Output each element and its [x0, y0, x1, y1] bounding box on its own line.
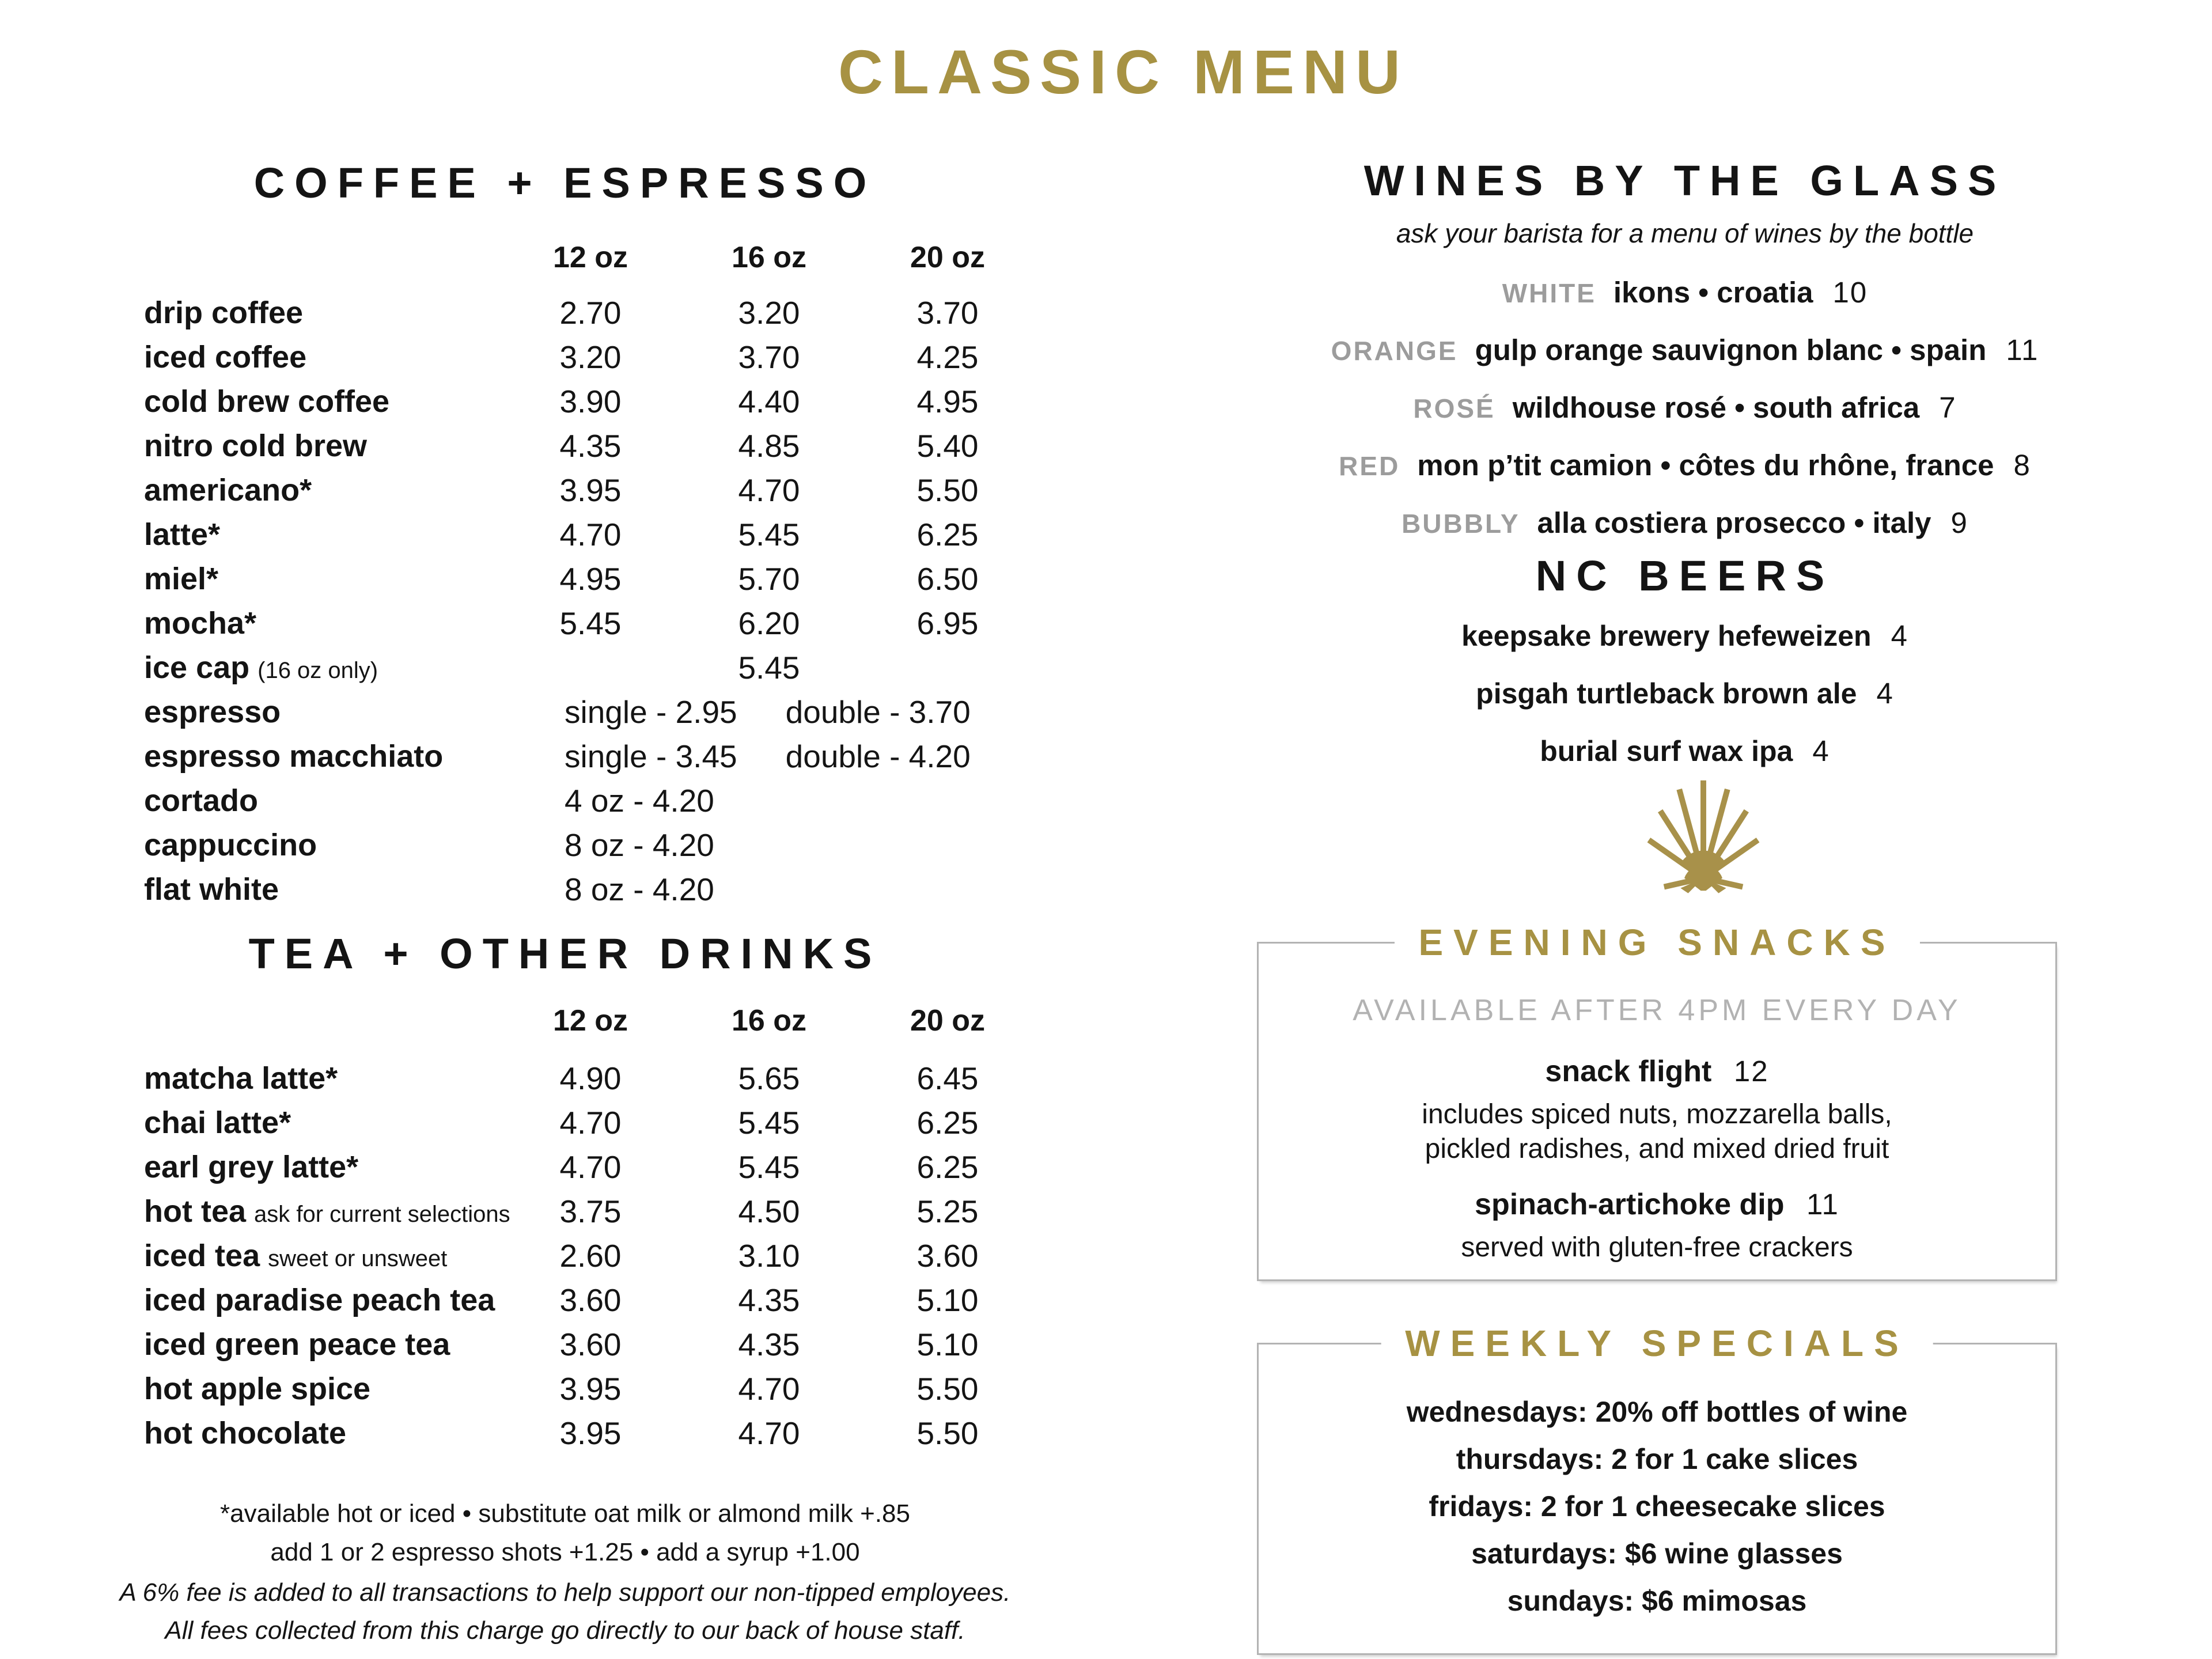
item-name: chai latte* [144, 1105, 291, 1140]
item-size-prices [501, 871, 1037, 908]
spacer [144, 236, 501, 279]
item-size-prices [501, 738, 1037, 775]
item-name: nitro cold brew [144, 428, 368, 463]
menu-item-row [144, 734, 1043, 778]
weekly-specials-box [1257, 1323, 2057, 1655]
size-header-12oz: 12 oz [552, 241, 628, 274]
coffee-size-header-row [144, 236, 1043, 279]
item-price: 4.95 [916, 383, 979, 419]
beer-name: keepsake brewery hefeweizen [1461, 620, 1872, 652]
item-size-prices [501, 694, 1037, 730]
snack-item-title [1259, 1186, 2055, 1230]
menu-item-row [144, 1145, 1043, 1189]
beer-price: 4 [1812, 734, 1830, 767]
wine-name: gulp orange sauvignon blanc • spain [1475, 334, 1987, 366]
item-price: 3.60 [916, 1237, 979, 1274]
item-note: ask for current selections [254, 1201, 510, 1227]
page-title: CLASSIC MENU [838, 37, 1409, 107]
item-name: hot apple spice [144, 1371, 371, 1406]
item-price: 6.25 [916, 1104, 979, 1141]
weekly-specials-list [1259, 1344, 2055, 1624]
size-header-20oz: 20 oz [910, 1004, 986, 1037]
item-size-price: double - 4.20 [785, 738, 971, 774]
snack-name: spinach-artichoke dip [1475, 1188, 1785, 1221]
item-price: 3.75 [559, 1193, 622, 1229]
item-name: iced coffee [144, 339, 307, 374]
item-price: 3.95 [559, 472, 622, 508]
tea-items-list [144, 1056, 1043, 1455]
item-price: 4.70 [559, 516, 622, 552]
menu-item-row [144, 556, 1043, 601]
item-price: 6.45 [916, 1060, 979, 1096]
item-price: 5.45 [738, 516, 800, 552]
evening-snacks-heading: EVENING SNACKS [1394, 916, 1919, 969]
wine-category-label: ROSÉ [1413, 393, 1495, 423]
item-price: 5.50 [916, 1370, 979, 1407]
snack-price: 11 [1806, 1188, 1839, 1221]
item-name: hot chocolate [144, 1415, 347, 1450]
item-name: iced paradise peach tea [144, 1282, 495, 1317]
menu-item-row [144, 690, 1043, 734]
weekly-special-line: sundays: $6 mimosas [1507, 1585, 1807, 1617]
item-note: sweet or unsweet [268, 1245, 448, 1271]
item-size-price: single - 3.45 [565, 738, 737, 774]
footnote-line: *available hot or iced • substitute oat milk or almond milk +.85 [220, 1499, 910, 1528]
menu-item-row [144, 778, 1043, 823]
item-price: 4.95 [559, 560, 622, 597]
item-price: 5.45 [738, 1104, 800, 1141]
menu-item-row [144, 335, 1043, 379]
starburst-fan-icon [1631, 769, 1775, 896]
menu-item-row [144, 512, 1043, 556]
menu-item-row [144, 601, 1043, 645]
beer-list-item [1244, 611, 2126, 668]
wine-price: 10 [1832, 276, 1868, 309]
menu-item-row [144, 1278, 1043, 1322]
item-price: 3.90 [559, 383, 622, 419]
item-price: 4.70 [559, 1149, 622, 1185]
item-price: 2.60 [559, 1237, 622, 1274]
beer-list [1244, 611, 2126, 783]
item-size-price: 8 oz - 4.20 [565, 827, 714, 863]
weekly-special-line: wednesdays: 20% off bottles of wine [1406, 1396, 1908, 1428]
menu-item-row [144, 379, 1043, 423]
item-price: 5.10 [916, 1282, 979, 1318]
wine-price: 7 [1939, 391, 1957, 424]
menu-item-row [144, 468, 1043, 512]
item-name: mocha* [144, 605, 257, 641]
size-header-16oz: 16 oz [731, 241, 807, 274]
item-name: hot tea ask for current selections [144, 1194, 510, 1229]
snack-description: pickled radishes, and mixed dried fruit [1425, 1134, 1889, 1164]
wine-price: 9 [1950, 506, 1968, 539]
menu-item-row [144, 1411, 1043, 1455]
tea-size-header-row [144, 999, 1043, 1042]
beer-name: pisgah turtleback brown ale [1476, 677, 1857, 710]
menu-item-row [144, 1100, 1043, 1145]
item-price: 4.70 [559, 1104, 622, 1141]
item-price: 5.45 [738, 1149, 800, 1185]
wine-name: ikons • croatia [1613, 276, 1813, 309]
item-size-prices [501, 827, 1037, 863]
item-name: latte* [144, 517, 221, 552]
item-price: 3.70 [916, 294, 979, 331]
item-price: 6.25 [916, 516, 979, 552]
item-name: americano* [144, 472, 312, 507]
menu-item-row [144, 423, 1043, 468]
item-price: 4.70 [738, 472, 800, 508]
item-size-price: double - 3.70 [785, 694, 971, 730]
item-size-price: 4 oz - 4.20 [565, 782, 714, 819]
item-price: 5.70 [738, 560, 800, 597]
weekly-special-line: thursdays: 2 for 1 cake slices [1456, 1443, 1858, 1475]
spacer [144, 999, 501, 1042]
item-price: 4.70 [738, 1370, 800, 1407]
wine-price: 8 [2013, 449, 2031, 482]
item-price: 4.40 [738, 383, 800, 419]
size-header-20oz: 20 oz [910, 241, 986, 274]
item-price: 5.45 [738, 649, 800, 685]
menu-item-row [144, 1056, 1043, 1100]
wine-list-item [1244, 325, 2126, 382]
wine-price: 11 [2006, 334, 2039, 366]
fee-note-line: A 6% fee is added to all transactions to help support our non-tipped employees. [119, 1578, 1011, 1607]
item-price: 4.50 [738, 1193, 800, 1229]
item-price: 4.25 [916, 339, 979, 375]
item-name: iced tea sweet or unsweet [144, 1238, 448, 1273]
beer-name: burial surf wax ipa [1540, 735, 1793, 767]
item-name: earl grey latte* [144, 1149, 359, 1184]
item-price: 3.20 [738, 294, 800, 331]
item-price: 5.45 [559, 605, 622, 641]
item-name: espresso macchiato [144, 738, 444, 774]
wine-list-item [1244, 267, 2126, 325]
item-price: 5.10 [916, 1326, 979, 1362]
item-price: 6.20 [738, 605, 800, 641]
beer-list-item [1244, 668, 2126, 726]
item-price: 3.20 [559, 339, 622, 375]
snack-name: snack flight [1545, 1055, 1712, 1088]
item-price: 2.70 [559, 294, 622, 331]
snack-description: includes spiced nuts, mozzarella balls, [1422, 1099, 1892, 1130]
item-price: 5.65 [738, 1060, 800, 1096]
item-note: (16 oz only) [257, 657, 378, 683]
wine-category-label: BUBBLY [1402, 509, 1520, 539]
wine-category-label: ORANGE [1331, 336, 1458, 366]
item-price: 3.95 [559, 1370, 622, 1407]
item-name: cappuccino [144, 827, 317, 862]
wine-list-item [1244, 382, 2126, 440]
item-name: cortado [144, 783, 259, 818]
menu-item-row [144, 823, 1043, 867]
menu-item-row [144, 645, 1043, 690]
item-name: matcha latte* [144, 1060, 338, 1096]
footnote-line: add 1 or 2 espresso shots +1.25 • add a syrup +1.00 [270, 1538, 860, 1566]
wine-list [1244, 267, 2126, 555]
item-price: 5.40 [916, 427, 979, 464]
item-size-prices [501, 782, 1037, 819]
item-price: 4.85 [738, 427, 800, 464]
wine-category-label: WHITE [1502, 278, 1596, 308]
item-price: 6.95 [916, 605, 979, 641]
menu-item-row [144, 1366, 1043, 1411]
item-name: flat white [144, 872, 279, 907]
item-price: 4.90 [559, 1060, 622, 1096]
menu-item-row [144, 1322, 1043, 1366]
item-price: 5.50 [916, 1415, 979, 1451]
wine-list-item [1244, 440, 2126, 498]
item-price: 4.70 [738, 1415, 800, 1451]
item-price: 5.25 [916, 1193, 979, 1229]
item-name: iced green peace tea [144, 1327, 450, 1362]
wine-category-label: RED [1339, 451, 1400, 481]
item-price: 3.95 [559, 1415, 622, 1451]
item-size-price: 8 oz - 4.20 [565, 871, 714, 907]
item-price: 4.35 [559, 427, 622, 464]
fee-note-line: All fees collected from this charge go directly to our back of house staff. [165, 1616, 965, 1645]
item-price: 3.70 [738, 339, 800, 375]
item-price: 4.35 [738, 1282, 800, 1318]
menu-item-row [144, 867, 1043, 911]
wines-subtitle: ask your barista for a menu of wines by the bottle [1396, 218, 1974, 248]
item-name: cold brew coffee [144, 384, 390, 419]
evening-snacks-box [1257, 922, 2057, 1281]
item-price: 6.50 [916, 560, 979, 597]
snack-description: served with gluten-free crackers [1461, 1232, 1853, 1263]
item-name: ice cap (16 oz only) [144, 650, 378, 685]
size-header-16oz: 16 oz [731, 1004, 807, 1037]
size-header-12oz: 12 oz [552, 1004, 628, 1037]
snack-item-title [1259, 1053, 2055, 1097]
item-price: 3.60 [559, 1326, 622, 1362]
footnotes [0, 1494, 1130, 1571]
item-price: 4.35 [738, 1326, 800, 1362]
menu-item-row [144, 1233, 1043, 1278]
beers-section-heading: NC BEERS [1535, 552, 1835, 600]
menu-item-row [144, 1189, 1043, 1233]
item-size-price: single - 2.95 [565, 694, 737, 730]
item-price: 5.50 [916, 472, 979, 508]
wines-section-heading: WINES BY THE GLASS [1363, 157, 2006, 204]
item-price: 3.10 [738, 1237, 800, 1274]
item-name: espresso [144, 694, 281, 729]
item-name: drip coffee [144, 295, 304, 330]
item-price: 3.60 [559, 1282, 622, 1318]
weekly-specials-heading: WEEKLY SPECIALS [1381, 1317, 1933, 1370]
item-price: 6.25 [916, 1149, 979, 1185]
weekly-special-line: fridays: 2 for 1 cheesecake slices [1429, 1490, 1885, 1522]
coffee-section-heading: COFFEE + ESPRESSO [253, 159, 877, 207]
wine-name: mon p’tit camion • côtes du rhône, france [1417, 449, 1994, 482]
menu-item-row [144, 290, 1043, 335]
coffee-items-list [144, 290, 1043, 911]
tea-section-heading: TEA + OTHER DRINKS [248, 930, 882, 978]
wine-name: alla costiera prosecco • italy [1537, 506, 1931, 539]
beer-price: 4 [1891, 619, 1908, 652]
wine-name: wildhouse rosé • south africa [1512, 391, 1920, 424]
availability-note: AVAILABLE AFTER 4PM EVERY DAY [1353, 994, 1961, 1027]
wine-list-item [1244, 498, 2126, 555]
snack-price: 12 [1733, 1055, 1769, 1088]
weekly-special-line: saturdays: $6 wine glasses [1471, 1537, 1843, 1570]
item-name: miel* [144, 561, 219, 596]
beer-price: 4 [1876, 677, 1894, 710]
fee-note [0, 1574, 1130, 1650]
